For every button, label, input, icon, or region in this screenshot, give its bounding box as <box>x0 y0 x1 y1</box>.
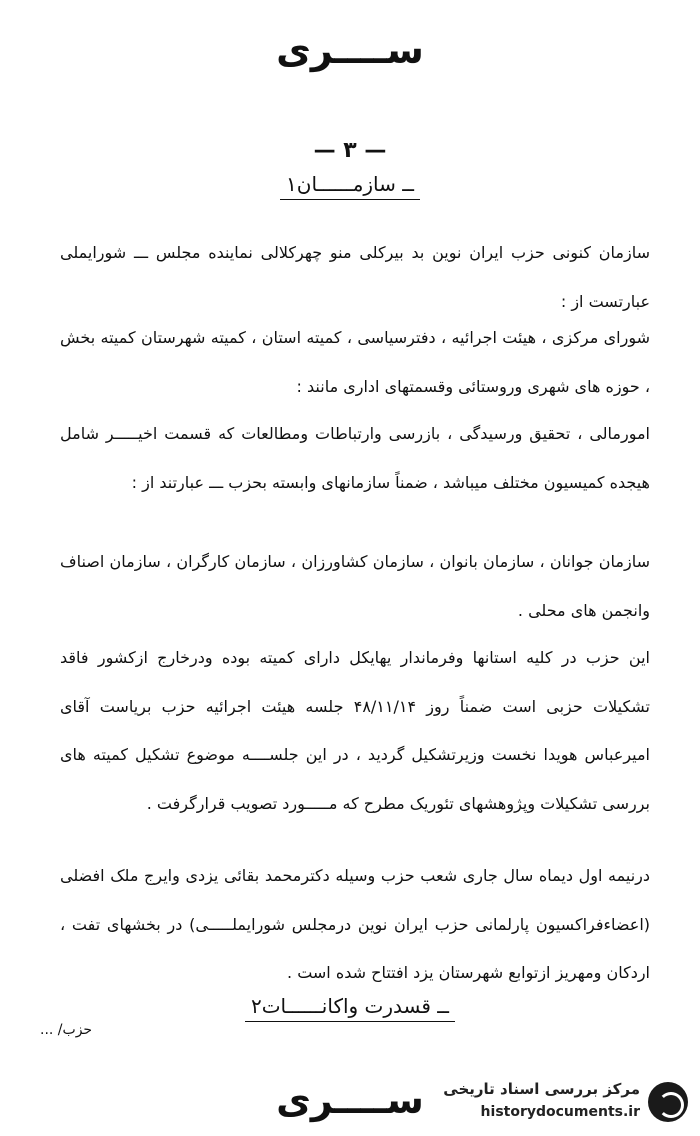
paragraph: امورمالی ، تحقیق ورسیدگی ، بازرسی وارتباطات ومطالعات که قسمت اخیـــــر شامل هیجده کمیسیون مختلف میباشد ، ضمناً سازمانهای وابسته بحزب ـــ عبارتند از : <box>60 424 650 492</box>
section-heading-power <box>0 994 700 1018</box>
watermark <box>430 1078 692 1130</box>
section-heading-text: ۲ــ قسدرت واکانــــــات <box>245 994 455 1022</box>
paragraph: سازمان جوانان ، سازمان بانوان ، سازمان کشاورزان ، سازمان کارگران ، سازمان اصناف وانجمن های محلی . <box>60 552 650 620</box>
archive-logo-icon <box>648 1082 688 1122</box>
section-heading-organization <box>0 172 700 196</box>
classification-bottom: ســــری <box>276 1078 424 1122</box>
watermark-url: historydocuments.ir <box>480 1104 640 1120</box>
paragraph: این حزب در کلیه استانها وفرماندار یهایکل دارای کمیته بوده ودرخارج ازکشور فاقد تشکیلات حزبی است ضمناً روز ۴۸/۱۱/۱۴ جلسه هیئت اجرائیه حزب بریاست آقای امیرعباس هویدا نخست وزیرتشکیل گردید ، در این جلســــه موضوع تشکیل کمیته های بررسی تشکیلات وپژوهشهای تئوریک مطرح که مـــــورد تصویب قرارگرفت . <box>60 648 651 813</box>
footer-reference: حزب/ ... <box>40 1022 93 1038</box>
section-heading-text: ۱ــ سازمــــــان <box>280 172 420 200</box>
watermark-name: مرکز بررسی اسناد تاریخی <box>443 1080 640 1098</box>
paragraph: شورای مرکزی ، هیئت اجرائیه ، دفترسیاسی ، کمیته استان ، کمیته شهرستان کمیته بخش ، حوزه های شهری وروستائی وقسمتهای اداری مانند : <box>60 328 650 396</box>
classification-top: ســــری <box>276 28 424 72</box>
page-number: — ۳ — <box>313 138 387 163</box>
paragraph: سازمان کنونی حزب ایران نوین بد بیرکلی منو چهرکلالی نماینده مجلس ـــ شورایملی عبارتست از : <box>60 243 650 311</box>
paragraph: درنیمه اول دیماه سال جاری شعب حزب وسیله دکترمحمد بقائی یزدی وایرج ملک افضلی (اعضاءفراکسیون پارلمانی حزب ایران نوین درمجلس شورایملـــــی) در بخشهای تفت ، اردکان ومهریز ازتوابع شهرستان یزد افتتاح شده است . <box>60 866 650 982</box>
